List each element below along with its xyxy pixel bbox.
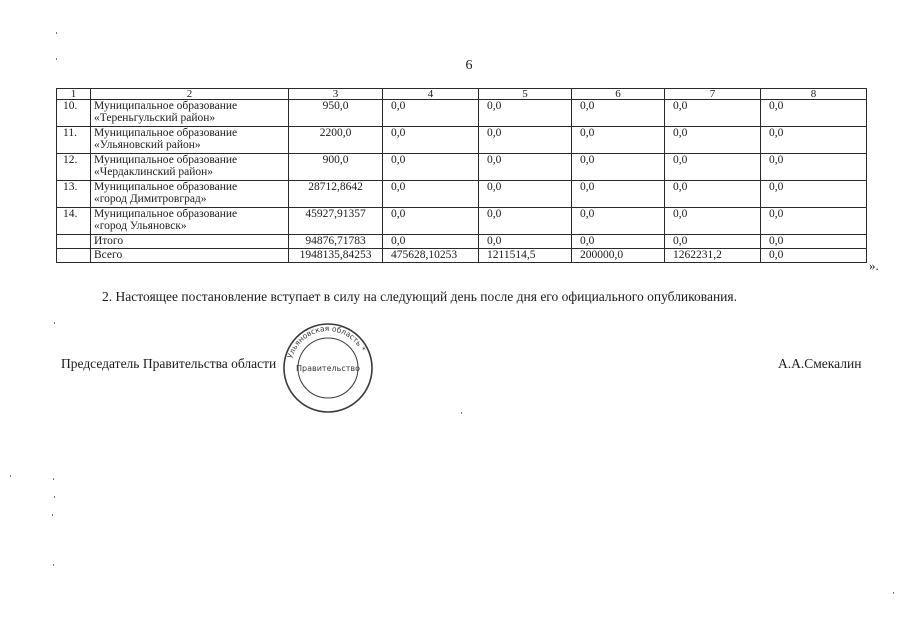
signatory-title: Председатель Правительства области bbox=[61, 356, 277, 371]
page-number: 6 bbox=[465, 58, 473, 73]
municipality-name-line: Муниципальное образование bbox=[94, 181, 238, 193]
table-row bbox=[57, 100, 867, 127]
total-value-cell: 1211514,5 bbox=[479, 249, 572, 263]
table-row bbox=[57, 181, 867, 208]
municipality-name-line: Муниципальное образование bbox=[94, 154, 238, 166]
svg-text:Ульяновская область * bbox=[285, 324, 367, 359]
value-cell: 45927,91357 bbox=[289, 208, 383, 235]
column-number-row bbox=[57, 89, 867, 100]
total-value-cell: 1262231,2 bbox=[665, 249, 761, 263]
value-cell: 0,0 bbox=[479, 100, 572, 127]
value-cell: 900,0 bbox=[289, 154, 383, 181]
value-cell: 0,0 bbox=[572, 127, 665, 154]
municipality-name bbox=[91, 208, 289, 235]
total-value-cell: 0,0 bbox=[572, 235, 665, 249]
row-index: 13. bbox=[57, 181, 91, 208]
value-cell: 0,0 bbox=[665, 127, 761, 154]
value-cell: 0,0 bbox=[761, 181, 867, 208]
value-cell: 2200,0 bbox=[289, 127, 383, 154]
column-number: 8 bbox=[761, 89, 867, 100]
seal-center-text: Правительство bbox=[296, 364, 360, 373]
value-cell: 0,0 bbox=[383, 127, 479, 154]
value-cell: 0,0 bbox=[665, 154, 761, 181]
total-value-cell: 0,0 bbox=[479, 235, 572, 249]
value-cell: 0,0 bbox=[761, 208, 867, 235]
row-index: 11. bbox=[57, 127, 91, 154]
table-row bbox=[57, 127, 867, 154]
value-cell: 0,0 bbox=[572, 181, 665, 208]
value-cell: 0,0 bbox=[665, 100, 761, 127]
closing-quote: ». bbox=[869, 258, 879, 273]
value-cell: 0,0 bbox=[383, 100, 479, 127]
value-cell: 0,0 bbox=[572, 100, 665, 127]
column-number: 2 bbox=[91, 89, 289, 100]
municipality-name bbox=[91, 127, 289, 154]
subtotal-row bbox=[57, 235, 867, 249]
value-cell: 0,0 bbox=[761, 154, 867, 181]
total-value-cell: 0,0 bbox=[665, 235, 761, 249]
value-cell: 0,0 bbox=[479, 127, 572, 154]
column-number: 7 bbox=[665, 89, 761, 100]
municipality-name bbox=[91, 181, 289, 208]
municipality-name-line: Муниципальное образование bbox=[94, 208, 238, 220]
municipality-name bbox=[91, 100, 289, 127]
total-value-cell: 0,0 bbox=[383, 235, 479, 249]
total-label: Всего bbox=[91, 249, 289, 263]
column-number: 1 bbox=[57, 89, 91, 100]
value-cell: 0,0 bbox=[572, 208, 665, 235]
municipality-name-line: «Чердаклинский район» bbox=[94, 166, 214, 178]
total-label: Итого bbox=[91, 235, 289, 249]
signatory-name: А.А.Смекалин bbox=[778, 356, 862, 371]
column-number: 3 bbox=[289, 89, 383, 100]
column-number: 6 bbox=[572, 89, 665, 100]
value-cell: 950,0 bbox=[289, 100, 383, 127]
value-cell: 0,0 bbox=[665, 181, 761, 208]
effective-date-paragraph: 2. Настоящее постановление вступает в силу на следующий день после дня его официального опубликования. bbox=[102, 289, 737, 304]
value-cell: 0,0 bbox=[383, 154, 479, 181]
table-row bbox=[57, 208, 867, 235]
official-seal bbox=[273, 322, 383, 414]
municipality-name-line: «город Ульяновск» bbox=[94, 220, 187, 232]
value-cell: 0,0 bbox=[479, 154, 572, 181]
column-number: 5 bbox=[479, 89, 572, 100]
row-index bbox=[57, 249, 91, 263]
municipality-name-line: «Ульяновский район» bbox=[94, 139, 201, 151]
total-value-cell: 1948135,84253 bbox=[289, 249, 383, 263]
municipality-name-line: Муниципальное образование bbox=[94, 127, 238, 139]
municipality-name-line: Муниципальное образование bbox=[94, 100, 238, 112]
value-cell: 0,0 bbox=[665, 208, 761, 235]
row-index: 14. bbox=[57, 208, 91, 235]
total-value-cell: 94876,71783 bbox=[289, 235, 383, 249]
budget-table bbox=[56, 88, 867, 263]
municipality-name-line: «Тереньгульский район» bbox=[94, 112, 216, 124]
grand-total-row bbox=[57, 249, 867, 263]
value-cell: 0,0 bbox=[761, 100, 867, 127]
value-cell: 0,0 bbox=[383, 208, 479, 235]
value-cell: 0,0 bbox=[383, 181, 479, 208]
value-cell: 28712,8642 bbox=[289, 181, 383, 208]
value-cell: 0,0 bbox=[479, 208, 572, 235]
seal-ring-text: Ульяновская область * bbox=[285, 323, 368, 360]
column-number: 4 bbox=[383, 89, 479, 100]
value-cell: 0,0 bbox=[479, 181, 572, 208]
value-cell: 0,0 bbox=[572, 154, 665, 181]
row-index bbox=[57, 235, 91, 249]
municipality-name-line: «город Димитровград» bbox=[94, 193, 207, 205]
table-row bbox=[57, 154, 867, 181]
municipality-name bbox=[91, 154, 289, 181]
total-value-cell: 0,0 bbox=[761, 249, 867, 263]
value-cell: 0,0 bbox=[761, 127, 867, 154]
total-value-cell: 200000,0 bbox=[572, 249, 665, 263]
row-index: 10. bbox=[57, 100, 91, 127]
total-value-cell: 0,0 bbox=[761, 235, 867, 249]
row-index: 12. bbox=[57, 154, 91, 181]
total-value-cell: 475628,10253 bbox=[383, 249, 479, 263]
